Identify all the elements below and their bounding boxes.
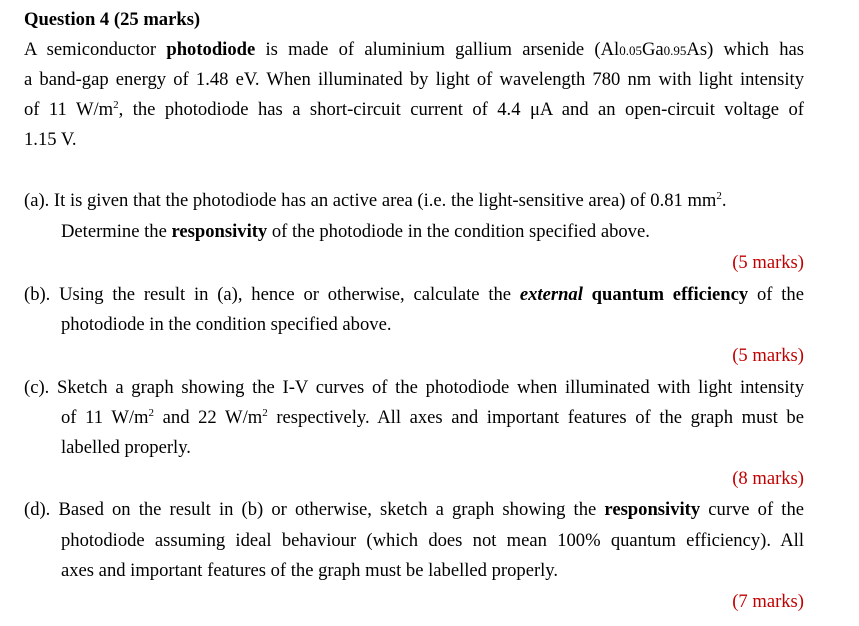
subscript-ga: 0.95 (663, 43, 687, 58)
keyword-photodiode: photodiode (166, 39, 256, 60)
intro-line-2: a band-gap energy of 1.48 eV. When illuminated by light of wavelength 780 nm with light intensity (24, 69, 804, 90)
subscript-al: 0.05 (619, 43, 642, 58)
part-a-line-1: (a). It is given that the photodiode has an active area (i.e. the light-sensitive area) of 0.81 $mm^2$. (24, 190, 727, 211)
part-c-line-1: (c). Sketch a graph showing the I-V curves of the photodiode when illuminated with light intensity (24, 377, 804, 398)
part-c-marks: (8 marks) (732, 468, 804, 489)
intro-line-1: A semiconductor photodiode is made of aluminium gallium arsenide (Al0.05Ga0.95As) which has (24, 39, 804, 60)
keyword-responsivity: responsivity (171, 221, 268, 242)
part-a-marks: (5 marks) (732, 252, 804, 273)
keyword-external: external (519, 284, 583, 305)
keyword-responsivity-d: responsivity (604, 499, 701, 520)
part-b-marks: (5 marks) (732, 345, 804, 366)
part-d-marks: (7 marks) (732, 591, 804, 612)
part-d-line-3: axes and important features of the graph must be labelled properly. (61, 560, 559, 581)
part-d-line-1: (d). Based on the result in (b) or otherwise, sketch a graph showing the responsivity curve of the (24, 499, 804, 520)
intro-line-3: of 11 $W/m^2$, the photodiode has a short-circuit current of 4.4 μA and an open-circuit voltage of (24, 99, 804, 120)
question-title: Question 4 (25 marks) (24, 9, 201, 30)
part-a-line-2: Determine the responsivity of the photodiode in the condition specified above. (61, 221, 650, 242)
part-c-line-2: of 11 $W/m^2$ and 22 $W/m^2$ respectively. All axes and important features of the graph must be (61, 407, 804, 428)
part-c-line-3: labelled properly. (61, 437, 191, 458)
intro-line-4: 1.15 V. (24, 129, 77, 150)
keyword-quantum-efficiency: quantum efficiency (582, 284, 749, 305)
part-d-line-2: photodiode assuming ideal behaviour (which does not mean 100% quantum efficiency). All (61, 530, 804, 551)
part-b-line-1: (b). Using the result in (a), hence or otherwise, calculate the external quantum efficiency of the (24, 284, 804, 305)
part-b-line-2: photodiode in the condition specified above. (61, 314, 392, 335)
